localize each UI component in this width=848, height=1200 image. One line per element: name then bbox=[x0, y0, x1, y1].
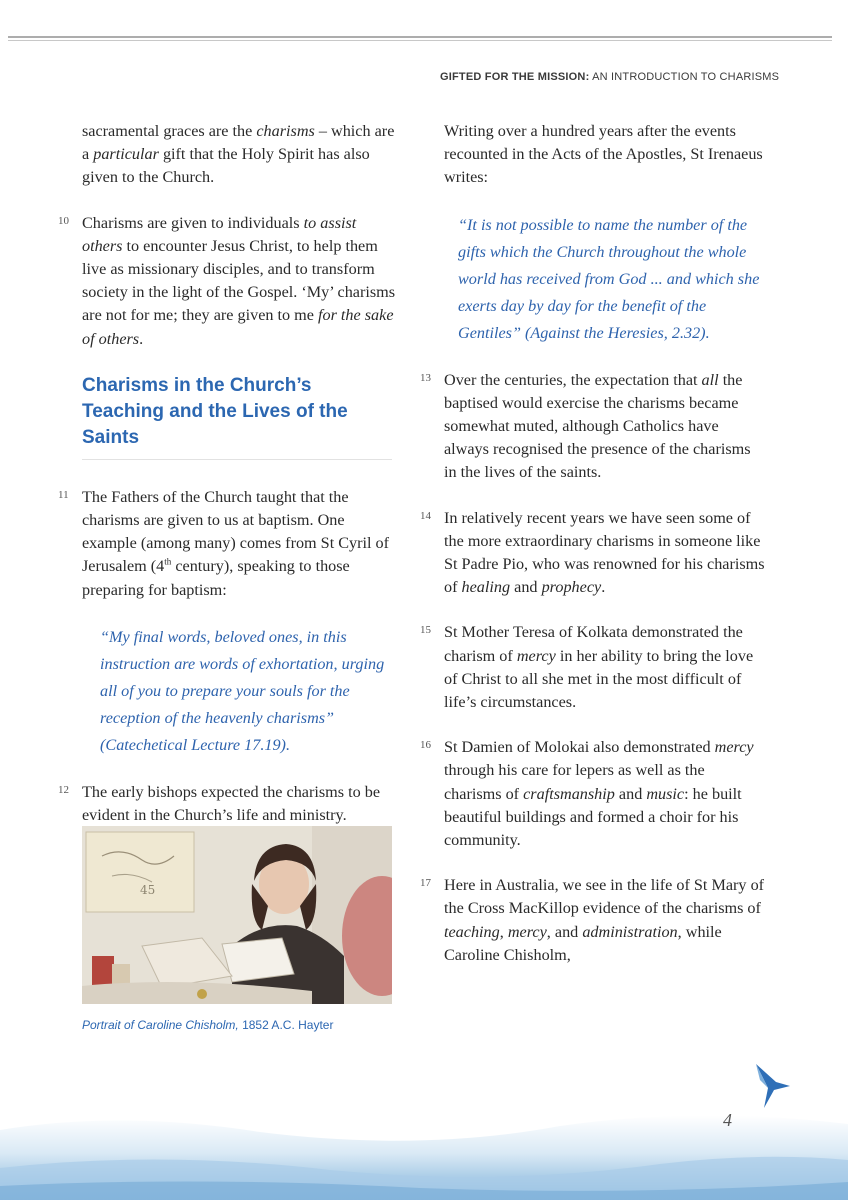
paragraph-number: 13 bbox=[420, 371, 431, 384]
right-column bbox=[420, 120, 765, 989]
paragraph-number: 10 bbox=[58, 214, 69, 227]
paragraph-number: 12 bbox=[58, 783, 69, 796]
paragraph-11: 11 The Fathers of the Church taught that the charisms are given to us at baptism. One example (among many) comes from St Cyril of Jerusalem (4th century), speaking to those preparing for baptism: bbox=[58, 487, 390, 599]
quote-cyril: “My final words, beloved ones, in this instruction are words of exhortation, urging all of you to prepare your souls for the reception of the heavenly charisms” (Catechetical Lecture 17.19). bbox=[100, 627, 385, 754]
paragraph-number: 15 bbox=[420, 624, 431, 637]
scan-edge-line-faint bbox=[8, 40, 832, 41]
paragraph-number: 14 bbox=[420, 509, 431, 522]
paragraph-16: 16 St Damien of Molokai also demonstrated mercy through his care for lepers as well as the charisms of craftsmanship and music: he built beautiful buildings and formed a choir for his community. bbox=[420, 738, 754, 850]
footer-watercolor-band bbox=[0, 1090, 848, 1200]
running-header-bold: GIFTED FOR THE MISSION: bbox=[440, 71, 590, 83]
paragraph-14: 14 In relatively recent years we have seen some of the more extraordinary charisms in someone like St Padre Pio, who was renowned for his charisms of healing and prophecy. bbox=[420, 508, 765, 597]
portrait-illustration bbox=[82, 826, 392, 1004]
paragraph-12: 12 The early bishops expected the charisms to be evident in the Church’s life and ministry. bbox=[58, 782, 381, 825]
svg-text:45: 45 bbox=[140, 883, 156, 897]
paragraph-10: 10 Charisms are given to individuals to assist others to encounter Jesus Christ, to help them live as missionary disciples, and to transform society in the light of the Gospel. ‘My’ charisms are not for me; they are given to me for the sake of others. bbox=[58, 213, 396, 348]
quote-irenaeus: “It is not possible to name the number of the gifts which the Church throughout the whole world has received from God ... and which she exerts day by day for the benefit of the Gentiles” (Against the Heresies, 2.32). bbox=[458, 215, 760, 342]
portrait-caption: Portrait of Caroline Chisholm, 1852 A.C. Hayter bbox=[82, 1018, 334, 1032]
left-column bbox=[58, 120, 398, 849]
running-header bbox=[440, 71, 780, 83]
paragraph-13: 13 Over the centuries, the expectation that all the baptised would exercise the charisms became somewhat muted, although Catholics have always recognised the presence of the charisms in the lives of the saints. bbox=[420, 370, 751, 482]
paragraph-15: 15 St Mother Teresa of Kolkata demonstrated the charism of mercy in her ability to bring the love of Christ to all she met in the most difficult of life’s circumstances. bbox=[420, 623, 754, 712]
paragraph-number: 11 bbox=[58, 488, 69, 501]
portrait-caroline-chisholm bbox=[82, 826, 392, 1004]
running-header-rest: AN INTRODUCTION TO CHARISMS bbox=[589, 71, 780, 83]
section-heading: Charisms in the Church’s Teaching and the Lives of the Saints bbox=[82, 373, 392, 460]
paragraph-intro-right: Writing over a hundred years after the events recounted in the Acts of the Apostles, St Irenaeus writes: bbox=[444, 122, 763, 187]
paragraph-intro-left: sacramental graces are the charisms – which are a particular gift that the Holy Spirit has also given to the Church. bbox=[82, 122, 395, 187]
paragraph-number: 16 bbox=[420, 739, 431, 752]
paragraph-17: 17 Here in Australia, we see in the life of St Mary of the Cross MacKillop evidence of the charisms of teaching, mercy, and administration, while Caroline Chisholm, bbox=[420, 876, 765, 964]
paragraph-number: 17 bbox=[420, 877, 431, 890]
page-number: 4 bbox=[723, 1110, 732, 1130]
watercolor-wave bbox=[0, 1090, 848, 1200]
scan-edge-line bbox=[8, 36, 832, 38]
dove-logo-icon bbox=[750, 1060, 794, 1110]
